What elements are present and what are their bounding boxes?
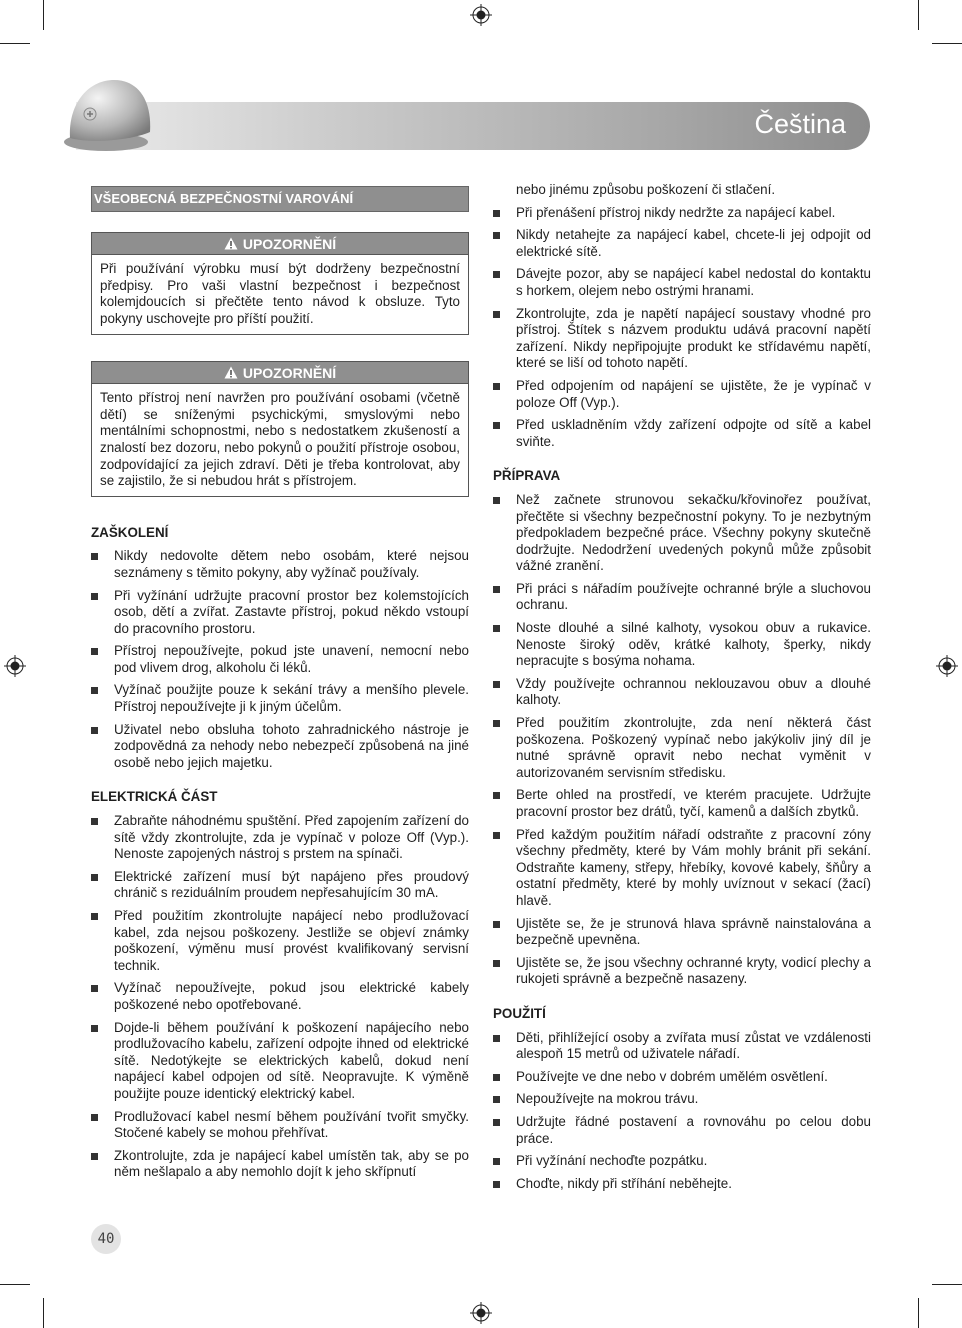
crop-mark bbox=[0, 1284, 30, 1285]
list-item: Dojde-li během používání k poškození napájecího nebo prodlužovacího kabelu, zařízení odpojte ihned od elektrické sítě. Nedotýkejte se elektrických kabelů, dokud není napájecí kabel odpojen od sítě. Neopravujte. K výměně použijte pouze identický elektrický kabel. bbox=[91, 1020, 469, 1103]
list-item: Vyžínač použijte pouze k sekání trávy a menšího plevele. Přístroj nepoužívejte ji k jiným účelům. bbox=[91, 682, 469, 715]
warning-box bbox=[91, 232, 469, 335]
safety-helmet-icon bbox=[62, 74, 158, 154]
warning-header bbox=[92, 233, 468, 256]
page-number: 40 bbox=[91, 1224, 121, 1254]
list-item: Před odpojením od napájení se ujistěte, že je vypínač v poloze Off (Vyp.). bbox=[493, 378, 871, 411]
registration-mark-icon bbox=[4, 655, 26, 677]
list-item: Vyžínač nepoužívejte, pokud jsou elektrické kabely poškozené nebo opotřebované. bbox=[91, 980, 469, 1013]
registration-mark-icon bbox=[470, 1302, 492, 1324]
crop-mark bbox=[43, 0, 44, 30]
crop-mark bbox=[918, 1298, 919, 1328]
section-title: PŘÍPRAVA bbox=[493, 468, 561, 484]
bullet-list bbox=[91, 813, 469, 1181]
warning-text: Tento přístroj není navržen pro používání osobami (včetně dětí) se sníženými psychickými, smyslovými nebo mentálními schopnostmi, nebo s nedostatkem zkušeností a znalostí bez dozoru, nebo pokynů o použití přístroje osobou, zodpovídající za jejich zdraví. Děti je třeba kontrolovat, aby se zajistilo, že si nebudou hrát s přístrojem. bbox=[100, 390, 460, 489]
bullet-list bbox=[493, 205, 871, 451]
list-item: Než začnete strunovou sekačku/křovinořez používat, přečtěte si všechny bezpečnostní pokyny. To je nezbytným předpokladem bezpečné práce. Všechny pokyny skutečně dodržujte. Nedodržení uvedených pokynů může způsobit vážné zranění. bbox=[493, 492, 871, 575]
list-item: Používejte ve dne nebo v dobrém umělém osvětlení. bbox=[493, 1069, 871, 1086]
section-title: ELEKTRICKÁ ČÁST bbox=[91, 789, 218, 805]
bullet-list bbox=[493, 1030, 871, 1193]
list-item: Před uskladněním vždy zařízení odpojte od sítě a kabel sviňte. bbox=[493, 417, 871, 450]
bullet-list bbox=[493, 492, 871, 988]
section-title: POUŽITÍ bbox=[493, 1005, 546, 1021]
list-item: Nikdy netahejte za napájecí kabel, chcete-li jej odpojit od elektrické sítě. bbox=[493, 227, 871, 260]
list-item: Uživatel nebo obsluha tohoto zahradnického nástroje je zodpovědná za nehody nebo nebezpečí způsobená na jiné osobě nebo jejich majetku. bbox=[91, 722, 469, 772]
crop-mark bbox=[932, 43, 962, 44]
list-item: Berte ohled na prostředí, ve kterém pracujete. Udržujte pracovní prostor bez drátů, tyčí, kamenů a dalších zbytků. bbox=[493, 787, 871, 820]
warning-triangle-icon bbox=[224, 366, 238, 379]
crop-mark bbox=[918, 0, 919, 30]
list-item: Zkontrolujte, zda je napětí napájecí soustavy vhodné pro přístroj. Štítek s názvem produktu udává pracovní napětí zařízení. Nikdy nepřipojujte produkt ke střídavému napětí, které se liší od tohoto napětí. bbox=[493, 306, 871, 372]
list-item: Děti, přihlížející osoby a zvířata musí zůstat ve vzdálenosti alespoň 15 metrů od uživatele nářadí. bbox=[493, 1030, 871, 1063]
crop-mark bbox=[932, 1284, 962, 1285]
warning-header bbox=[92, 362, 468, 385]
language-banner bbox=[76, 102, 870, 150]
warning-title: UPOZORNĚNÍ bbox=[242, 235, 337, 252]
registration-mark-icon bbox=[470, 4, 492, 26]
continued-text: nebo jinému způsobu poškození či stlačení. bbox=[516, 182, 776, 197]
list-item: Vždy používejte ochrannou neklouzavou obuv a dlouhé kalhoty. bbox=[493, 676, 871, 709]
list-item: Zabraňte náhodnému spuštění. Před zapojením zařízení do sítě vždy zkontrolujte, zda je vypínač v poloze Off (Vyp.). Nenoste zapojených nástroj s prstem na spínači. bbox=[91, 813, 469, 863]
crop-mark bbox=[43, 1298, 44, 1328]
list-item: Přístroj nepoužívejte, pokud jste unavení, nemocní nebo pod vlivem drog, alkoholu či léků. bbox=[91, 643, 469, 676]
right-column bbox=[493, 182, 871, 1198]
list-item: Elektrické zařízení musí být napájeno přes proudový chránič s reziduálním proudem nepřesahujícím 30 mA. bbox=[91, 869, 469, 902]
list-item: Choďte, nikdy při stříhání neběhejte. bbox=[493, 1176, 871, 1193]
bullet-list bbox=[91, 548, 469, 771]
list-item: Dávejte pozor, aby se napájecí kabel nedostal do kontaktu s horkem, olejem nebo ostrými hranami. bbox=[493, 266, 871, 299]
warning-box bbox=[91, 361, 469, 497]
section-title: ZAŠKOLENÍ bbox=[91, 524, 169, 540]
list-item: Před použitím zkontrolujte napájecí nebo prodlužovací kabel, zda nejsou poškozeny. Jestliže se objeví známky poškození, výměnu musí provést kvalifikovaný servisní technik. bbox=[91, 908, 469, 974]
list-item: Před každým použitím nářadí odstraňte z pracovní zóny všechny předměty, které by Vám mohly bránit při sekání. Odstraňte kameny, střepy, hřebíky, kovové kabely, šňůry a ostatní předměty, které by mohly uvíznout v sekací (žací) hlavě. bbox=[493, 827, 871, 910]
list-item: Před použitím zkontrolujte, zda není některá část poškozena. Poškozený vypínač nebo jakýkoliv jiný díl je nutné správně opravit nebo nechat vyměnit v autorizovaném servisním středisku. bbox=[493, 715, 871, 781]
list-item: Nepoužívejte na mokrou trávu. bbox=[493, 1091, 871, 1108]
list-item: Zkontrolujte, zda je napájecí kabel umístěn tak, aby se po něm nešlapalo a aby nemohlo dojít k jeho skřípnutí bbox=[91, 1148, 469, 1181]
list-item: Ujistěte se, že jsou všechny ochranné kryty, vodicí plechy a rukojeti správně a bezpečně nasazeny. bbox=[493, 955, 871, 988]
main-heading: VŠEOBECNÁ BEZPEČNOSTNÍ VAROVÁNÍ bbox=[91, 186, 469, 212]
list-item: Při vyžínání udržujte pracovní prostor bez kolemstojících osob, dětí a zvířat. Zastavte přístroj, pokud někdo vstoupí do pracovního prostoru. bbox=[91, 588, 469, 638]
warning-title: UPOZORNĚNÍ bbox=[242, 364, 337, 381]
list-item: Nikdy nedovolte dětem nebo osobám, které nejsou seznámeny s těmito pokyny, aby vyžínač používaly. bbox=[91, 548, 469, 581]
list-item: Při práci s nářadím používejte ochranné brýle a sluchovou ochranu. bbox=[493, 581, 871, 614]
list-item: Při vyžínání nechoďte pozpátku. bbox=[493, 1153, 871, 1170]
registration-mark-icon bbox=[936, 655, 958, 677]
list-item: Noste dlouhé a silné kalhoty, vysokou obuv a rukavice. Nenoste široký oděv, krátké kalhoty, šperky, nikdy nepracujte s bosýma nohama. bbox=[493, 620, 871, 670]
warning-triangle-icon bbox=[224, 237, 238, 250]
list-item: Při přenášení přístroj nikdy nedržte za napájecí kabel. bbox=[493, 205, 871, 222]
left-column bbox=[91, 186, 469, 1187]
list-item: Prodlužovací kabel nesmí během používání tvořit smyčky. Stočené kabely se mohou přehřívat. bbox=[91, 1109, 469, 1142]
page-title: Čeština bbox=[754, 109, 846, 139]
list-item: Udržujte řádné postavení a rovnováhu po celou dobu práce. bbox=[493, 1114, 871, 1147]
warning-text: Při používání výrobku musí být dodrženy bezpečnostní předpisy. Pro vaši vlastní bezpečnost i bezpečnost kolemjdoucích si přečtěte tento návod k obsluze. Tyto pokyny uschovejte pro příští použití. bbox=[100, 261, 460, 326]
crop-mark bbox=[0, 43, 30, 44]
list-item: Ujistěte se, že je strunová hlava správně nainstalována a bezpečně upevněna. bbox=[493, 916, 871, 949]
